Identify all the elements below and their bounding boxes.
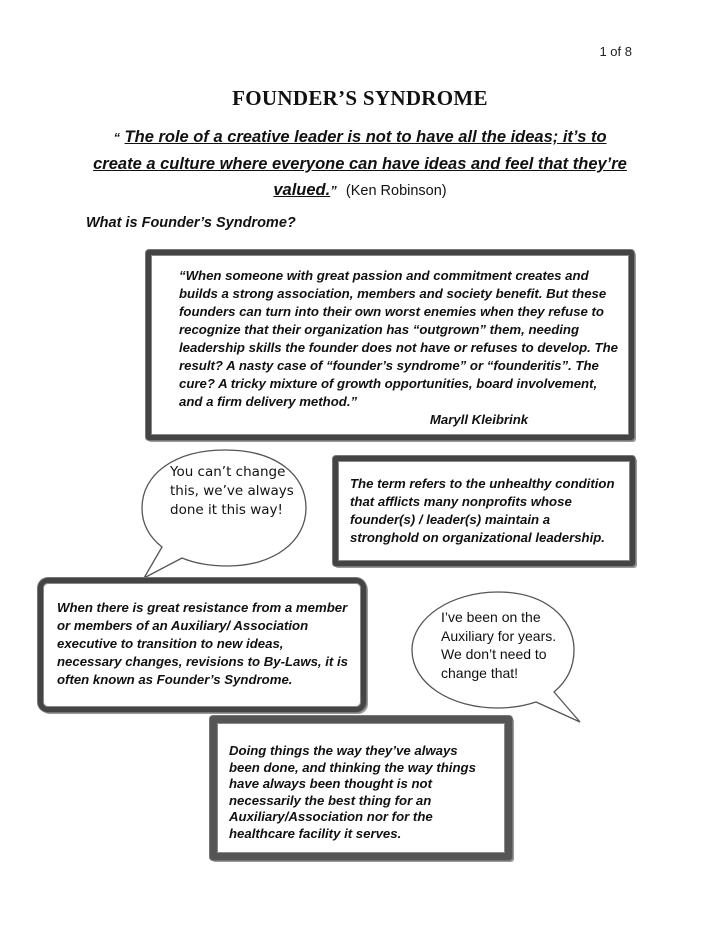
section-heading: What is Founder’s Syndrome? <box>86 215 296 231</box>
quote-open-mark: “ <box>113 130 120 145</box>
quote-close-mark: ” <box>330 183 337 198</box>
document-title: FOUNDER’S SYNDROME <box>232 86 488 110</box>
left-bubble-text: You can’t change this, we’ve always done it this way! <box>170 464 294 518</box>
right-bubble-text: I’ve been on the Auxiliary for years. We don’t need to change that! <box>441 609 557 681</box>
kleibrink-quote-text: “When someone with great passion and commitment creates and builds a strong association, members and society benefit. But these founders can turn into their own worst enemies when they refuse to recognize that their organization has “outgrown” them, needing leadership skills the founder does not have or refuses to develop. The result? A nasty case of “founder’s syndrome” or “founderitis”. The cure? A tricky mixture of growth opportunities, board involvement, and a firm delivery method.” <box>179 268 618 409</box>
kleibrink-quote-box <box>146 250 634 440</box>
page-number: 1 of 8 <box>599 44 632 59</box>
definition-box: The term refers to the unhealthy condition that afflicts many nonprofits whose founder(s) / leader(s) maintain a stronghold on organizational leadership. <box>333 456 635 566</box>
opening-quote <box>90 124 630 204</box>
kleibrink-attribution: Maryll Kleibrink <box>429 412 529 427</box>
quote-text: The role of a creative leader is not to have all the ideas; it’s to create a culture where everyone can have ideas and feel that they’re valued. <box>93 128 627 199</box>
quote-author: (Ken Robinson) <box>345 183 447 199</box>
doing-things-box: Doing things the way they’ve always been done, and thinking the way things have always been thought is not necessarily the best thing for an Auxiliary/Association nor for the healthcare facility it serves. <box>210 716 512 860</box>
resistance-box: When there is great resistance from a member or members of an Auxiliary/ Association executive to transition to new ideas, necessary changes, revisions to By-Laws, it is often known as Founder’s Syndrome. <box>38 578 366 712</box>
